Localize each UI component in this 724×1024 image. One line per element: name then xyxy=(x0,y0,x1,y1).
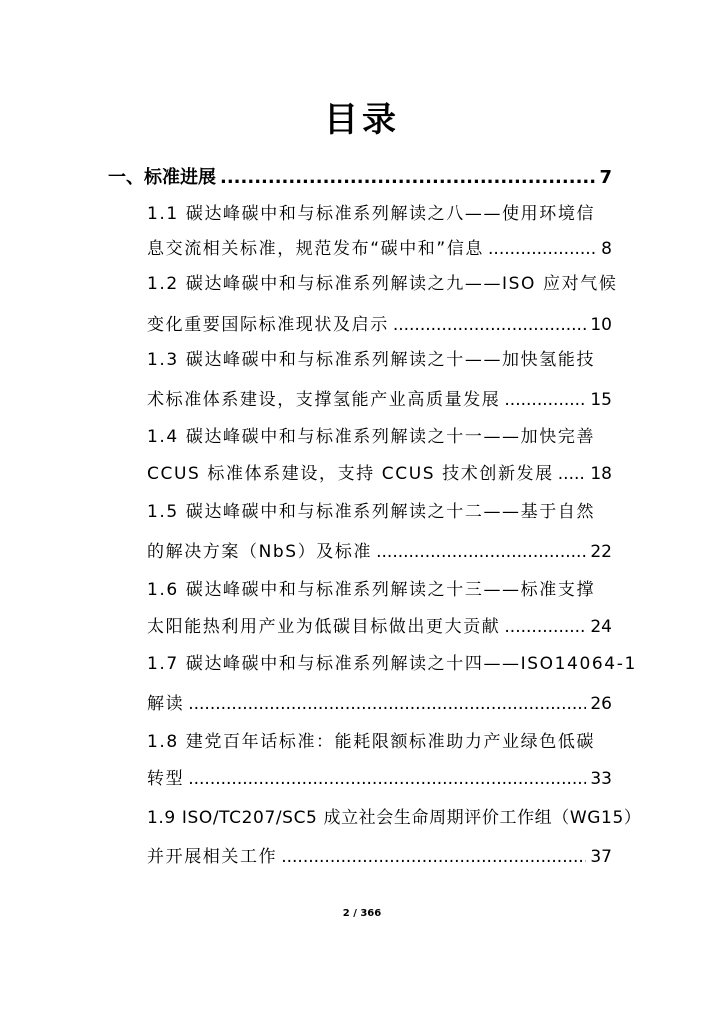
toc-page-number: 10 xyxy=(590,315,612,335)
toc-entry-title: 1.2 碳达峰碳中和与标准系列解读之九——ISO 应对气候 xyxy=(147,274,618,294)
toc-page-number: 26 xyxy=(590,694,612,714)
toc-entry-1-4[interactable] xyxy=(147,425,612,449)
toc-page-number: 24 xyxy=(590,617,612,637)
toc-section-label: 一、标准进展 xyxy=(108,167,216,188)
toc-entry-1-8-cont[interactable] xyxy=(147,767,612,791)
toc-entry-title: 1.8 建党百年话标准：能耗限额标准助力产业绿色低碳 xyxy=(147,732,596,752)
toc-entry-title: 1.7 碳达峰碳中和与标准系列解读之十四——ISO14064-1 xyxy=(147,654,637,674)
toc-page-number: 18 xyxy=(590,464,612,484)
toc-section-standards-progress[interactable] xyxy=(108,166,612,190)
toc-entry-title: 1.5 碳达峰碳中和与标准系列解读之十二——基于自然 xyxy=(147,502,596,522)
toc-entry-title: 1.6 碳达峰碳中和与标准系列解读之十三——标准支撑 xyxy=(147,580,596,600)
toc-entry-title-cont: 的解决方案（NbS）及标准 xyxy=(147,542,373,562)
dot-leader xyxy=(376,540,586,564)
toc-entry-1-2[interactable] xyxy=(147,272,618,296)
toc-entry-1-9-cont[interactable] xyxy=(147,845,612,869)
dot-leader xyxy=(558,462,587,486)
toc-entry-1-3[interactable] xyxy=(147,348,612,372)
toc-entry-1-8[interactable] xyxy=(147,730,612,754)
toc-entry-1-4-cont[interactable] xyxy=(147,462,612,486)
toc-entry-title: 1.3 碳达峰碳中和与标准系列解读之十——加快氢能技 xyxy=(147,350,596,370)
toc-entry-title-cont: 太阳能热利用产业为低碳目标做出更大贡献 xyxy=(147,617,501,637)
toc-page-number: 33 xyxy=(590,769,612,789)
toc-entry-1-1-cont[interactable] xyxy=(147,237,612,261)
toc-entry-1-1[interactable] xyxy=(147,202,612,226)
dot-leader xyxy=(488,237,597,261)
toc-entry-1-6-cont[interactable] xyxy=(147,615,612,639)
toc-page-number: 7 xyxy=(599,167,612,188)
toc-entry-1-2-cont[interactable] xyxy=(147,313,612,337)
toc-page-number: 8 xyxy=(601,239,612,259)
dot-leader xyxy=(393,313,587,337)
toc-entry-1-7[interactable] xyxy=(147,652,637,676)
toc-entry-title-cont: 转型 xyxy=(147,769,185,789)
toc-entry-1-6[interactable] xyxy=(147,578,612,602)
dot-leader xyxy=(220,166,595,190)
toc-entry-1-3-cont[interactable] xyxy=(147,388,612,412)
toc-entry-title-cont: 变化重要国际标准现状及启示 xyxy=(147,315,389,335)
toc-entry-title-cont: 并开展相关工作 xyxy=(147,847,278,867)
toc-entry-1-7-cont[interactable] xyxy=(147,692,612,716)
dot-leader xyxy=(188,692,586,716)
toc-entry-title-cont: CCUS 标准体系建设，支持 CCUS 技术创新发展 xyxy=(147,464,554,484)
toc-entry-1-5[interactable] xyxy=(147,500,612,524)
toc-entry-title-cont: 解读 xyxy=(147,694,185,714)
page-title: 目录 xyxy=(324,100,400,140)
dot-leader xyxy=(188,767,586,791)
toc-entry-title: 1.9 ISO/TC207/SC5 成立社会生命周期评价工作组（WG15） xyxy=(147,808,642,828)
dot-leader xyxy=(281,845,586,869)
toc-entry-title: 1.1 碳达峰碳中和与标准系列解读之八——使用环境信 xyxy=(147,204,596,224)
toc-entry-title-cont: 术标准体系建设，支撑氢能产业高质量发展 xyxy=(147,390,501,410)
toc-entry-title-cont: 息交流相关标准，规范发布“碳中和”信息 xyxy=(147,239,485,259)
page-indicator: 2 / 366 xyxy=(342,908,382,919)
toc-entry-1-9[interactable] xyxy=(147,806,642,830)
toc-entry-1-5-cont[interactable] xyxy=(147,540,612,564)
toc-page-number: 15 xyxy=(590,390,612,410)
dot-leader xyxy=(504,388,586,412)
toc-page-number: 22 xyxy=(590,542,612,562)
toc-entry-title: 1.4 碳达峰碳中和与标准系列解读之十一——加快完善 xyxy=(147,427,596,447)
dot-leader xyxy=(504,615,586,639)
toc-page-number: 37 xyxy=(590,847,612,867)
